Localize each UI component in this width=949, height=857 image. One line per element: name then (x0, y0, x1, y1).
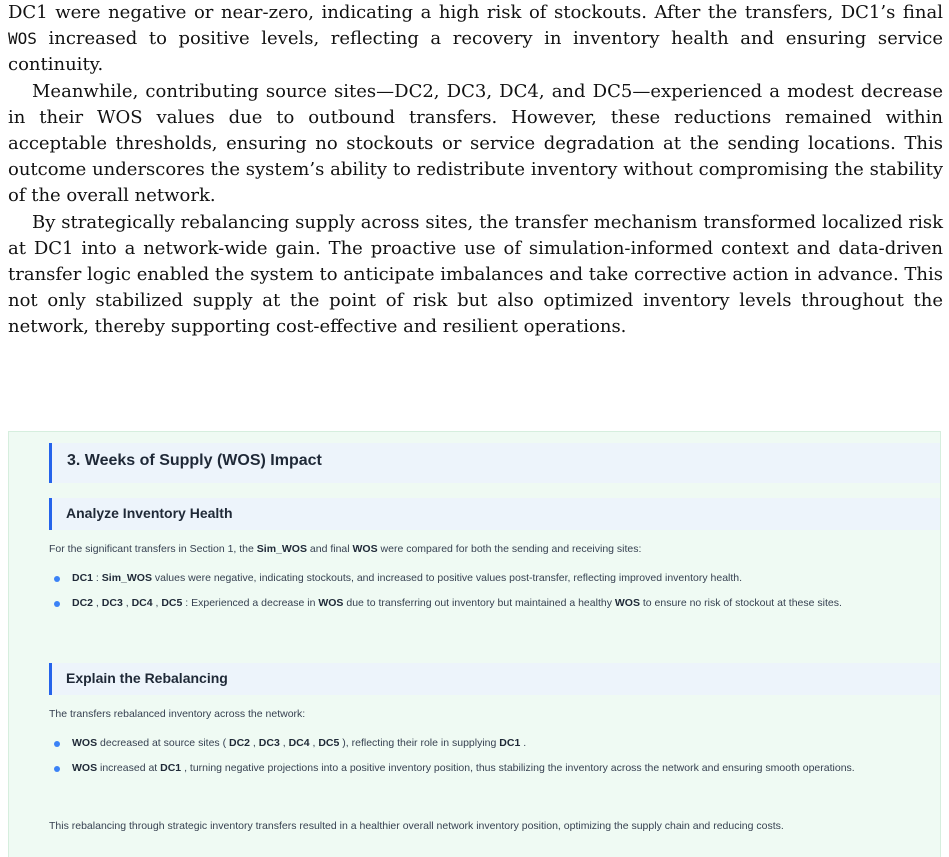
keyword: DC3 (258, 737, 280, 749)
section-heading-inventory-health: Analyze Inventory Health (66, 505, 233, 521)
keyword: DC1 (160, 762, 182, 774)
separator: , (93, 597, 102, 609)
keyword: DC2 (72, 597, 94, 609)
keyword: WOS (72, 762, 98, 774)
text: values were negative, indicating stockouts, and increased to positive values post-transfer, reflecting improved inventory health. (151, 572, 743, 584)
separator: , (122, 597, 132, 609)
paragraph-text: DC1 were negative or near-zero, indicating a high risk of stockouts. After the transfers, DC1’s final (8, 2, 943, 23)
keyword: Sim_WOS (256, 543, 307, 555)
section2-conclusion: This rebalancing through strategic inventory transfers resulted in a healthier overall network inventory position, optimizing the supply chain and reducing costs. (49, 820, 784, 832)
text: : Experienced a decrease in (182, 597, 319, 609)
paragraph-2: Meanwhile, contributing source sites—DC2, DC3, DC4, and DC5—experienced a modest decrease in their WOS values due to outbound transfers. However, these reductions remained within acceptable thresholds, ensuring no stockouts or service degradation at the sending locations. This outcome underscores the system’s ability to redistribute inventory without compromising the stability of the overall network. (8, 80, 943, 207)
list-item (49, 758, 929, 778)
inline-code: WOS (8, 29, 37, 49)
text: increased at (97, 762, 161, 774)
keyword: DC5 (318, 737, 340, 749)
paragraph-1 (8, 0, 943, 79)
keyword: DC3 (101, 597, 123, 609)
section2-intro: The transfers rebalanced inventory across the network: (49, 708, 306, 720)
text: . (520, 737, 527, 749)
list-item (49, 593, 929, 613)
keyword: DC1 (499, 737, 521, 749)
text: For the significant transfers in Section 1, the (49, 543, 257, 555)
text: : (93, 572, 102, 584)
list-item (49, 568, 929, 588)
keyword: DC4 (288, 737, 310, 749)
list-item (49, 733, 929, 753)
embedded-screenshot (8, 431, 941, 857)
keyword: DC5 (161, 597, 183, 609)
text: due to transferring out inventory but maintained a healthy (343, 597, 615, 609)
paragraph-3: By strategically rebalancing supply across sites, the transfer mechanism transformed localized risk at DC1 into a network-wide gain. The proactive use of simulation-informed context and data-driven transfer logic enabled the system to anticipate imbalances and take corrective action in advance. This not only stabilized supply at the point of risk but also optimized inventory levels throughout the network, thereby supporting cost-effective and resilient operations. (8, 211, 943, 338)
main-heading-box (49, 443, 941, 483)
section2-bullets (49, 733, 929, 783)
section1-bullets (49, 568, 929, 618)
keyword: WOS (352, 543, 378, 555)
text: and final (306, 543, 353, 555)
section-heading-box (49, 498, 941, 530)
section-heading-box (49, 663, 941, 695)
text: were compared for both the sending and receiving sites: (377, 543, 642, 555)
keyword: Sim_WOS (101, 572, 152, 584)
separator: , (152, 597, 162, 609)
keyword: WOS (318, 597, 344, 609)
text: decreased at source sites ( (97, 737, 229, 749)
section-heading-rebalancing: Explain the Rebalancing (66, 670, 228, 686)
keyword: WOS (614, 597, 640, 609)
paragraph-text: increased to positive levels, reflecting a recovery in inventory health and ensuring service continuity. (8, 28, 943, 76)
keyword: WOS (72, 737, 98, 749)
text: to ensure no risk of stockout at these sites. (639, 597, 842, 609)
keyword: DC2 (229, 737, 251, 749)
text: , turning negative projections into a positive inventory position, thus stabilizing the inventory across the network and ensuring smooth operations. (181, 762, 855, 774)
separator: , (309, 737, 319, 749)
keyword: DC1 (72, 572, 94, 584)
main-heading: 3. Weeks of Supply (WOS) Impact (67, 452, 322, 469)
paper-body (8, 0, 943, 341)
section1-intro (49, 539, 929, 559)
separator: , (279, 737, 289, 749)
separator: , (250, 737, 259, 749)
text: ), reflecting their role in supplying (339, 737, 500, 749)
keyword: DC4 (131, 597, 153, 609)
